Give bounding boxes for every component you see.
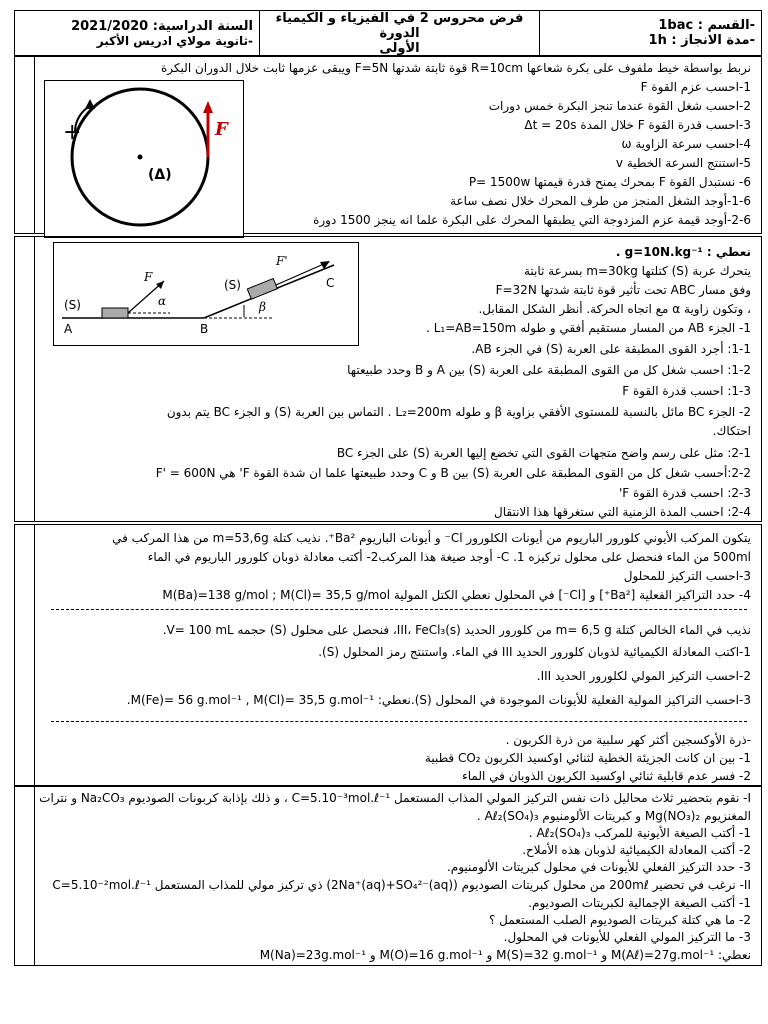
ex2-q1: 1- الجزء AB من المسار مستقيم أفقي و طوله L₁=AB=150m . bbox=[426, 321, 751, 335]
cart-s-ab bbox=[102, 308, 128, 318]
ex4-l4: 3-احسب التراكيز المولية الفعلية للأيونات الموجودة في المحلول (S).نعطي: M(Fe)= 56 g.mol⁻¹ , M(Cl)= 35,5 g.mol⁻¹. bbox=[126, 693, 751, 707]
axis-label: (Δ) bbox=[148, 167, 172, 183]
ex6-l1: I- نقوم بتحضير ثلاث محاليل ذات نفس التركيز المولي المذاب المستعمل C=5.10⁻³mol.ℓ⁻¹ ، و ذلك بإذابة كربونات الصوديوم Na₂CO₃ و نترات bbox=[39, 791, 751, 805]
chemistry-section bbox=[14, 524, 762, 786]
year-label: السنة الدراسية: 2021/2020 bbox=[71, 18, 253, 34]
fig-s1: (S) bbox=[64, 298, 81, 312]
label-f: F bbox=[144, 270, 153, 284]
ex4-l1: نذيب في الماء الخالص كتلة m= 6,5 g من كلورور الحديد III، FeCl₃(s)، فنحصل على محلول (S) حجمه V= 100 mL. bbox=[162, 623, 751, 637]
point-c: C bbox=[326, 276, 335, 290]
duration-label: -مدة الانجاز : 1h bbox=[648, 33, 755, 48]
ex3-l4: 4- حدد التراكيز الفعلية [Ba²⁺] و [Cl⁻] في المحلول نعطي الكتل المولية M(Ba)=138 g/mol ; M(Cl)= 35,5 g/mol bbox=[162, 588, 751, 602]
ex6-l3: 1- أكتب الصيغة الأيونية للمركب Aℓ₂(SO₄)₃ . bbox=[528, 826, 751, 840]
divider bbox=[51, 721, 747, 722]
title-line-1: فرض محروس 2 في الفيزياء و الكيمياء الدورة bbox=[275, 10, 524, 41]
exam-header bbox=[14, 10, 762, 56]
ex6-l8: 2- ما هي كتلة كبريتات الصوديوم الصلب المستعمل ؟ bbox=[488, 913, 751, 927]
ex2-q2-3: 2-3: احسب قدرة القوة F' bbox=[618, 486, 751, 500]
ex2-l2: وفق مسار ABC تحت تأثير قوة ثابتة شدتها F=32N bbox=[495, 283, 751, 297]
exam-title bbox=[259, 11, 539, 55]
margin-line bbox=[34, 787, 35, 965]
class-label: -القسم : 1bac bbox=[658, 18, 755, 33]
ex1-q6: 6- نستبدل القوة F بمحرك يمنح قدرة قيمتها P= 1500w bbox=[468, 175, 751, 189]
ex3-l3: 3-احسب التركيز للمحلول bbox=[623, 569, 751, 583]
ex2-given: نعطي : g=10N.kg⁻¹ . bbox=[615, 245, 751, 259]
ex2-q1-2: 1-2: احسب شغل كل من القوى المطبقة على العربة (S) بين A و B وحدد طبيعتها bbox=[347, 363, 751, 377]
ex1-q4: 4-احسب سرعة الزاوية ω bbox=[621, 137, 751, 151]
school-info bbox=[33, 11, 259, 55]
ex1-q6-2: 2-6-أوجد قيمة عزم المزدوجة التي يطبقها المحرك على البكرة علما انه ينجز 1500 دورة bbox=[313, 213, 751, 227]
point-b: B bbox=[200, 322, 209, 336]
point-a: A bbox=[64, 322, 73, 336]
margin-line bbox=[34, 237, 35, 521]
ex2-q2-4: 2-4: احسب المدة الزمنية التي ستغرقها هذا الانتقال bbox=[494, 505, 751, 519]
ex5-l3: 2- فسر عدم قابلية ثنائي اوكسيد الكربون الذوبان في الماء bbox=[462, 769, 751, 783]
ex1-q3: 3-احسب قدرة القوة F خلال المدة Δt = 20s bbox=[524, 118, 751, 132]
ex2-q2-1: 2-1: مثل على رسم واضح متجهات القوى التي تخضع إليها العربة (S) على الجزء BC bbox=[336, 446, 751, 460]
ex4-l2: 1-اكتب المعادلة الكيميائية لذوبان كلورور الحديد III في الماء. واستنتج رمز المحلول (S). bbox=[318, 645, 751, 659]
ex2-l3: ، وتكون زاوية α مع اتجاه الحركة. أنظر الشكل المقابل. bbox=[478, 302, 751, 316]
margin-line bbox=[34, 525, 35, 785]
force-label: F bbox=[215, 119, 228, 140]
ex1-q5: 5-استنتج السرعة الخطية v bbox=[615, 156, 751, 170]
pulley-drawing bbox=[45, 81, 243, 237]
label-beta: β bbox=[259, 300, 266, 314]
ex3-l2: 500ml من الماء فنحصل على محلول تركيزه C .1- أوجد صيغة هذا المركب2- أكتب معادلة ذوبان كلورور الباريوم في الماء bbox=[147, 550, 751, 564]
ex2-q2-b: احتكاك. bbox=[712, 424, 751, 438]
label-alpha: α bbox=[158, 294, 167, 308]
ex5-l1: -ذرة الأوكسجين أكثر كهر سلبية من ذرة الكربون . bbox=[505, 733, 751, 747]
ex1-q6-1: 1-6-أوجد الشغل المنجز من طرف المحرك خلال نصف ساعة bbox=[450, 194, 751, 208]
title-line-2: الأولى bbox=[379, 40, 420, 56]
ex6-l6: II- نرغب في تحضير 200mℓ من محلول كبريتات الصوديوم (2Na⁺(aq)+SO₄²⁻(aq)) ذي تركيز مولي للمذاب المستعمل C=5.10⁻²mol.ℓ⁻¹ bbox=[52, 878, 751, 892]
ex6-l9: 3- ما التركيز المولي الفعلي للأيونات في المحلول. bbox=[503, 930, 751, 944]
ex6-l10: نعطي: M(Aℓ)=27g.mol⁻¹ و M(S)=32 g.mol⁻¹ و M(O)=16 g.mol⁻¹ و M(Na)=23g.mol⁻¹ bbox=[259, 948, 751, 962]
margin-line bbox=[34, 57, 35, 233]
fig-s2: (S) bbox=[224, 278, 241, 292]
ex2-q2: 2- الجزء BC مائل بالنسبة للمستوى الأفقي بزاوية β و طوله L₂=200m . التماس بين العربة (S) و الجزء BC يتم بدون bbox=[166, 405, 751, 419]
rotation-sign: + bbox=[63, 120, 82, 145]
ex2-q1-3: 1-3: احسب قدرة القوة F bbox=[622, 384, 751, 398]
ex6-l5: 3- حدد التركيز الفعلي للأيونات في محلول كبريتات الألومنيوم. bbox=[446, 860, 751, 874]
rotation-arrowhead bbox=[85, 99, 95, 109]
school-name: -ثانوية مولاي ادريس الأكبر bbox=[96, 33, 253, 48]
pulley-axis-dot bbox=[138, 155, 143, 160]
ex1-q2: 2-احسب شغل القوة عندما تنجز البكرة خمس دورات bbox=[488, 99, 751, 113]
ex2-q1-1: 1-1: أجرد القوى المطبقة على العربة (S) في الجزء AB. bbox=[471, 342, 751, 356]
label-fp: F' bbox=[276, 254, 288, 268]
divider bbox=[51, 609, 747, 610]
ex3-l1: يتكون المركب الأيوني كلورور الباريوم من أيونات الكلورور Cl⁻ و أيونات الباريوم Ba²⁺. نذيب كتلة m=53,6g من هذا المركب في bbox=[112, 531, 751, 545]
cart-s-bc bbox=[247, 278, 277, 299]
force-arrowhead bbox=[203, 101, 213, 113]
ex1-intro: نربط بواسطة خيط ملفوف على بكرة شعاعها R=10cm قوة ثابتة شدتها F=5N ويبقى عزمها ثابت خلال الدوران البكرة bbox=[161, 61, 751, 75]
ex1-q1: 1-احسب عزم القوة F bbox=[640, 80, 751, 94]
ex2-l1: يتحرك عربة (S) كتلتها m=30kg بسرعة ثابتة bbox=[523, 264, 751, 278]
ex6-l2: المغنزيوم Mg(NO₃)₂ و كبريتات الألومنيوم Aℓ₂(SO₄)₃ . bbox=[476, 809, 751, 823]
ex2-q2-2: 2-2:أحسب شغل كل من القوى المطبقة على العربة (S) بين B و C وحدد طبيعتها علما ان شدة القوة F' هي F' = 600N bbox=[155, 466, 751, 480]
pulley-figure bbox=[44, 80, 244, 238]
incline-figure bbox=[53, 242, 359, 346]
ex5-l2: 1- بين ان كانت الجزيئة الخطية لثنائي اوكسيد الكربون CO₂ قطبية bbox=[424, 751, 751, 765]
incline-drawing bbox=[54, 243, 358, 345]
exercise-6 bbox=[14, 786, 762, 966]
ex4-l3: 2-احسب التركيز المولي لكلورور الحديد III. bbox=[536, 669, 751, 683]
ex6-l7: 1- أكتب الصيغة الإجمالية لكبريتات الصوديوم. bbox=[528, 896, 751, 910]
class-info bbox=[539, 11, 761, 55]
ex6-l4: 2- أكتب المعادلة الكيميائية لذوبان هذه الأملاح. bbox=[522, 843, 751, 857]
